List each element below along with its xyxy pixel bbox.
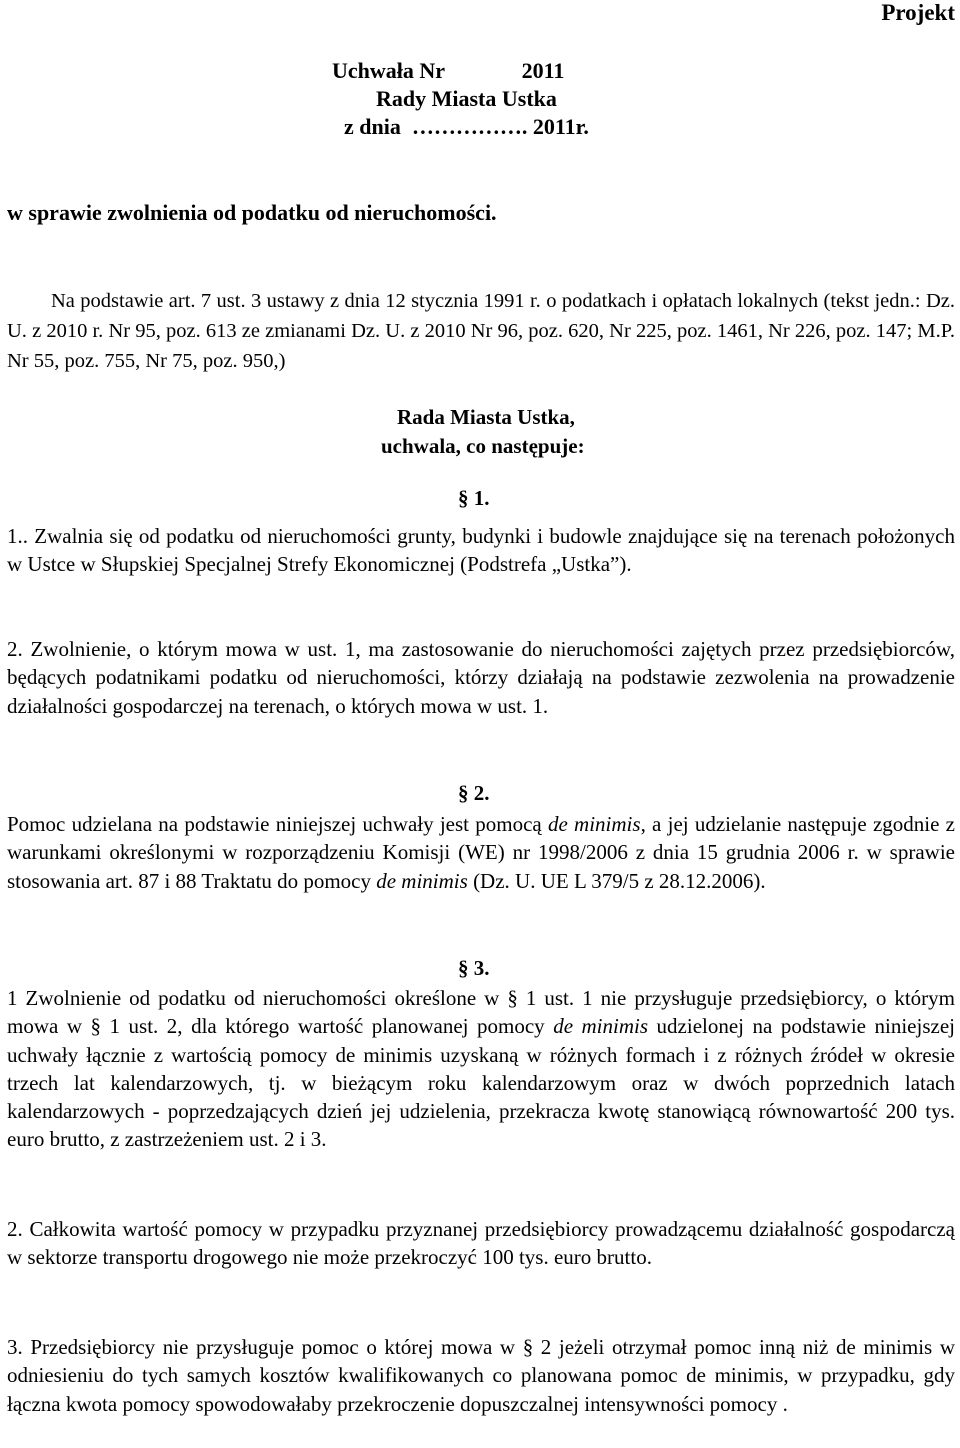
section-2-paragraph: Pomoc udzielana na podstawie niniejszej uchwały jest pomocą de minimis, a jej udzielanie następuje zgodnie z warunkami określonymi w rozporządzeniu Komisji (WE) nr 1998/2006 z dnia 15 grudnia 2006 r. w sprawie stosowania art. 87 i 88 Traktatu do pomocy de minimis (Dz. U. UE L 379/5 z 28.12.2006).: [7, 812, 955, 893]
section-3-paragraph-1: 1 Zwolnienie od podatku od nieruchomości określone w § 1 ust. 1 nie przysługuje przedsiębiorcy, o którym mowa w § 1 ust. 2, dla którego wartość planowanej pomocy de minimis udzielonej na podstawie niniejszej uchwały łącznie z wartością pomocy de minimis uzyskaną w różnych formach i z różnych źródeł w okresie trzech lat kalendarzowych, tj. w bieżącym roku kalendarzowym oraz w dwóch poprzednich latach kalendarzowych - poprzedzających dzień jej udzielenia, przekracza kwotę stanowiącą równowartość 200 tys. euro brutto, z zastrzeżeniem ust. 2 i 3.: [7, 986, 955, 1152]
council-name: Rady Miasta Ustka: [376, 86, 557, 111]
de-minimis-term: de minimis: [376, 868, 468, 893]
section-2-heading: § 2.: [458, 781, 490, 805]
de-minimis-term: de minimis: [553, 1014, 649, 1039]
resolution-date: z dnia ……………. 2011r.: [344, 114, 589, 139]
resolution-number: Uchwała Nr 2011: [332, 58, 565, 83]
section-3-heading: § 3.: [458, 956, 490, 980]
section-3-paragraph-2: 2. Całkowita wartość pomocy w przypadku przyznanej przedsiębiorcy prowadzącemu działalność gospodarczą w sektorze transportu drogowego nie może przekroczyć 100 tys. euro brutto.: [7, 1217, 955, 1270]
preamble: Na podstawie art. 7 ust. 3 ustawy z dnia 12 stycznia 1991 r. o podatkach i opłatach lokalnych (tekst jedn.: Dz. U. z 2010 r. Nr 95, poz. 613 ze zmianami Dz. U. z 2010 Nr 96, poz. 620, Nr 225, poz. 1461, Nr 226, poz. 147; M.P. Nr 55, poz. 755, Nr 75, poz. 950,): [7, 290, 955, 372]
section-1-paragraph-2: 2. Zwolnienie, o którym mowa w ust. 1, ma zastosowanie do nieruchomości zajętych przez przedsiębiorców, będących podatnikami podatku od nieruchomości, którzy działają na podstawie zezwolenia na prowadzenie działalności gospodarczej na terenach, o których mowa w ust. 1.: [7, 637, 955, 718]
section-1-heading: § 1.: [458, 486, 490, 510]
resolution-subject: w sprawie zwolnienia od podatku od nieruchomości.: [7, 200, 497, 225]
section-3-paragraph-3: 3. Przedsiębiorcy nie przysługuje pomoc o której mowa w § 2 jeżeli otrzymał pomoc inną niż de minimis w odniesieniu do tych samych kosztów kwalifikowanych co planowana pomoc de minimis, w przypadku, gdy łączna kwota pomocy spowodowałaby przekroczenie dopuszczalnej intensywności pomocy .: [7, 1335, 955, 1416]
section-1-paragraph-1: 1.. Zwalnia się od podatku od nieruchomości grunty, budynki i budowle znajdujące się na terenach położonych w Ustce w Słupskiej Specjalnej Strefy Ekonomicznej (Podstrefa „Ustka”).: [7, 524, 955, 577]
council-decides: uchwala, co następuje:: [381, 434, 585, 458]
de-minimis-term: de minimis: [547, 812, 641, 836]
council-statement: Rada Miasta Ustka,: [397, 405, 575, 429]
draft-label: Projekt: [881, 0, 955, 25]
